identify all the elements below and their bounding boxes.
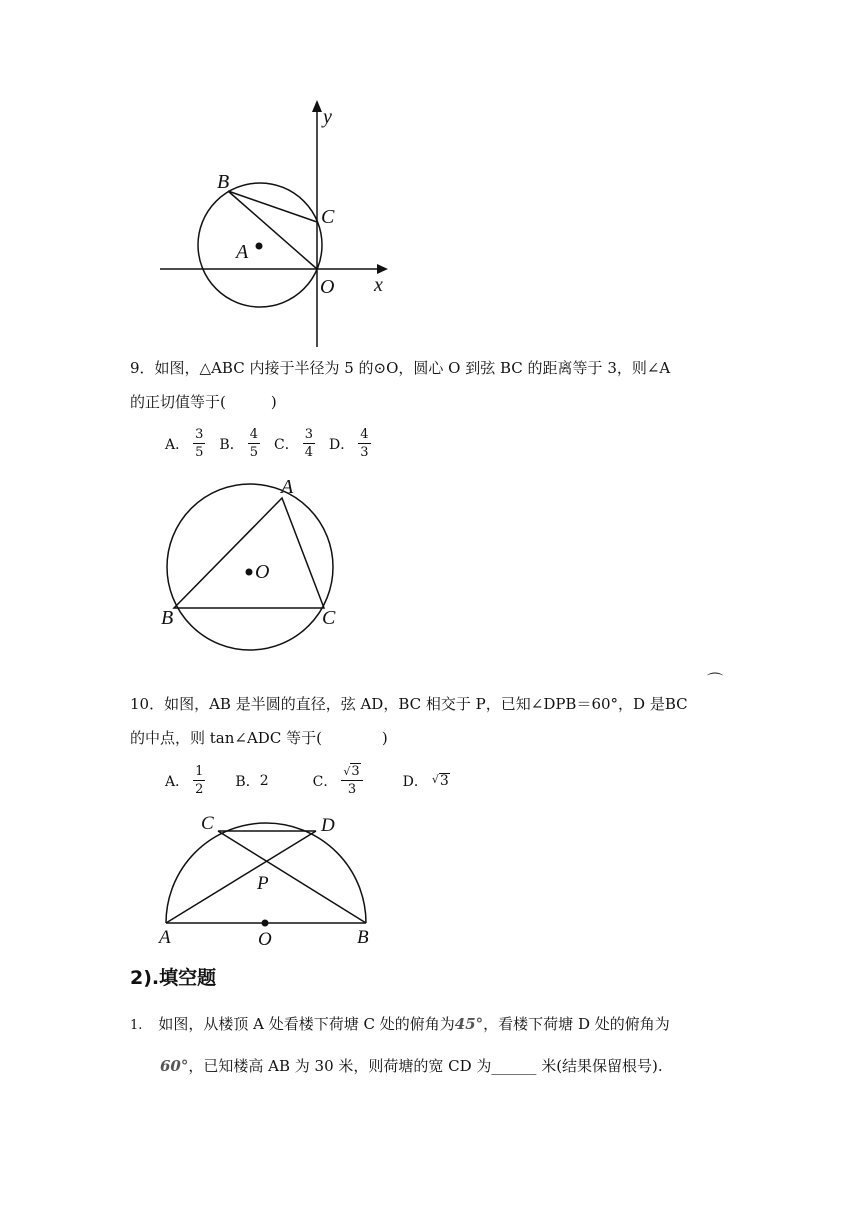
center-point-o xyxy=(262,920,269,927)
fraction: $\frac{3}{4}$ xyxy=(304,427,313,460)
question-9-options xyxy=(165,426,385,461)
triangle-abc xyxy=(174,498,324,608)
question-10-line1: 10．如图，AB 是半圆的直径，弦 AD，BC 相交于 P，已知∠DPB＝60°，D 是BC xyxy=(130,695,688,713)
fraction: $\frac{1}{2}$ xyxy=(195,764,204,797)
label-a: A xyxy=(281,476,294,498)
q10-option-a: A． $\frac{1}{2}$ xyxy=(165,764,204,797)
fraction: √ 3 3 xyxy=(341,763,362,798)
label-o: O xyxy=(320,276,335,298)
angle-45: 45° xyxy=(454,1015,484,1033)
sqrt: √ 3 xyxy=(431,772,449,789)
q10-option-b: B． 2 xyxy=(235,772,269,790)
angle-60: 60° xyxy=(160,1057,189,1075)
label-b: B xyxy=(357,927,369,948)
figure-semicircle xyxy=(150,810,390,950)
q10-option-d: D． √ 3 xyxy=(402,772,449,790)
question-10-line2: 的中点，则 tan∠ADC 等于( ) xyxy=(130,729,388,747)
segment-bc xyxy=(228,191,317,222)
fill-question-1-line1: 1. 如图，从楼顶 A 处看楼下荷塘 C 处的俯角为45°，看楼下荷塘 D 处的俯角为 xyxy=(130,1015,670,1033)
x-axis-arrow xyxy=(377,264,388,274)
arc-mark: ⌒ xyxy=(707,671,724,690)
question-10-options xyxy=(165,763,464,798)
label-x: x xyxy=(374,274,383,296)
fill-question-1-line2: 60°，已知楼高 AB 为 30 米，则荷塘的宽 CD 为______ 米(结果保留根号). xyxy=(160,1057,663,1075)
label-a: A xyxy=(159,927,171,948)
question-9-line2: 的正切值等于( ) xyxy=(130,393,277,411)
label-c: C xyxy=(322,607,336,629)
label-a: A xyxy=(236,241,249,263)
label-d: D xyxy=(321,815,335,836)
center-point-a xyxy=(256,243,263,250)
question-9-line1: 9．如图，△ABC 内接于半径为 5 的⊙O，圆心 O 到弦 BC 的距离等于 3，则∠A xyxy=(130,359,671,377)
q9-option-c: C． $\frac{3}{4}$ xyxy=(273,427,313,460)
q10-option-c: C． √ 3 3 xyxy=(313,763,363,798)
label-b: B xyxy=(161,607,174,629)
label-y: y xyxy=(323,106,332,128)
label-p: P xyxy=(257,873,269,894)
label-o: O xyxy=(258,929,272,950)
figure-inscribed-triangle xyxy=(150,470,370,635)
figure-circle-axes xyxy=(150,95,400,355)
q9-option-a: A． $\frac{3}{5}$ xyxy=(165,427,204,460)
sqrt: √ 3 xyxy=(343,764,360,779)
center-point-o xyxy=(246,569,253,576)
label-c: C xyxy=(321,206,335,228)
label-c: C xyxy=(201,813,214,834)
q9-option-b: B． $\frac{4}{5}$ xyxy=(219,427,258,460)
section-title: 2).填空题 xyxy=(130,967,217,989)
question-9 xyxy=(130,353,770,417)
fraction: $\frac{4}{3}$ xyxy=(360,427,369,460)
label-o: O xyxy=(255,561,270,583)
label-b: B xyxy=(217,171,230,193)
fraction: $\frac{4}{5}$ xyxy=(249,427,258,460)
question-10 xyxy=(130,689,770,753)
q9-option-d: D． $\frac{4}{3}$ xyxy=(328,427,369,460)
y-axis-arrow xyxy=(312,100,322,112)
fraction: $\frac{3}{5}$ xyxy=(195,427,204,460)
question-number: 1. xyxy=(130,1018,143,1033)
